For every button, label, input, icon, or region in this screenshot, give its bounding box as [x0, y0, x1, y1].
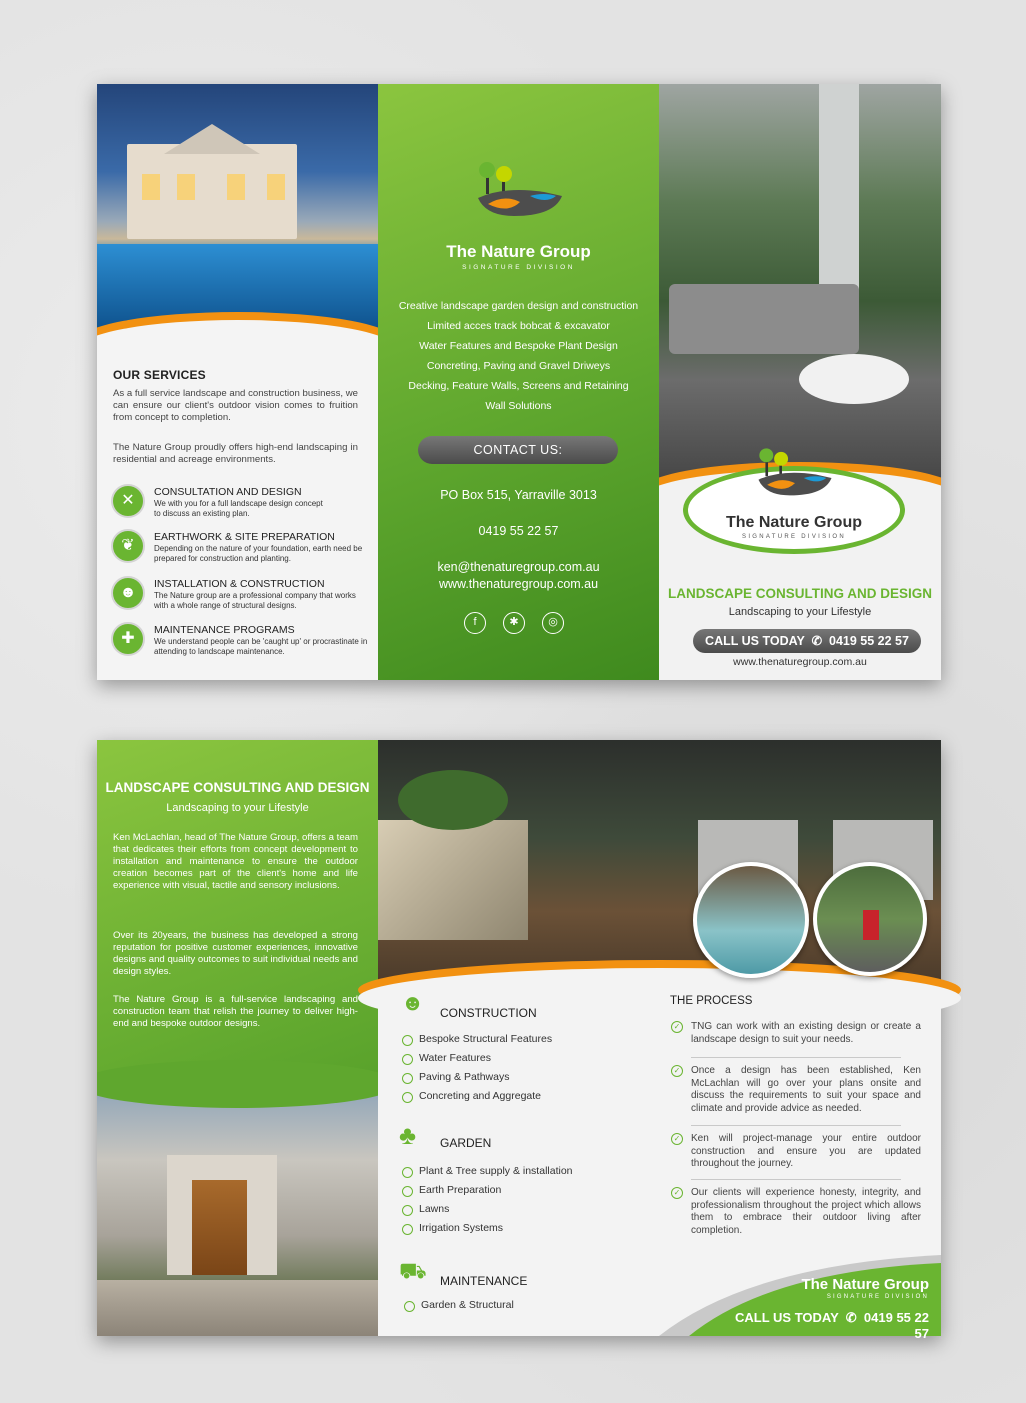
wheelbarrow-icon: ⛟: [399, 1258, 427, 1283]
services-intro: As a full service landscape and construction business, we can ensure our client's outdoor vision comes to fruition from concept to completion.: [113, 388, 358, 423]
cover-logo-icon: [755, 444, 835, 498]
process-step-4: ✓ Our clients will experience honesty, integrity, and professionalism throughout the project which allows them to embrace their outdoor living after completion.: [671, 1187, 921, 1237]
seedling-icon: ❦: [111, 529, 145, 563]
garden-circle-photo: [813, 862, 927, 976]
patio-photo: [659, 84, 941, 479]
contact-website[interactable]: www.thenaturegroup.com.au: [438, 577, 599, 591]
footer-brand-division: SIGNATURE DIVISION: [826, 1294, 929, 1300]
about-panel: [97, 740, 378, 1336]
about-p2: Over its 20years, the business has developed a strong reputation for positive customer experiences, innovative designs and quality outcomes to suit individual needs and design styles.: [113, 930, 358, 977]
entrance-photo: [97, 1085, 378, 1336]
categories-column: ☻ CONSTRUCTION Bespoke Structural Features Water Features Paving & Pathways Concreting and Aggregate ♣ GARDEN Plant & Tree supply & installation Earth Preparation Lawns Irrigation Systems ⛟ MAINTENANCE Garden & Structural: [399, 990, 639, 1315]
call-us-button[interactable]: CALL US TODAY ✆ 0419 55 22 57: [693, 629, 921, 653]
cover-tagline-sub: Landscaping to your Lifestyle: [728, 606, 872, 618]
tools-icon: ✕: [111, 484, 145, 518]
contact-us-button[interactable]: CONTACT US:: [418, 436, 618, 464]
wrench-icon: ✚: [111, 622, 145, 656]
cover-brand-division: SIGNATURE DIVISION: [742, 534, 846, 540]
tree-icon: ♣: [399, 1120, 417, 1150]
process-step-2: ✓ Once a design has been established, Ken McLachlan will go over your plans onsite and discuss the requirements to suit your space and climate and provide advice as needed.: [671, 1065, 921, 1115]
pool-circle-photo: [693, 862, 809, 978]
features-list: Creative landscape garden design and construction Limited acces track bobcat & excavator Water Features and Bespoke Plant Design Concreting, Paving and Gravel Driweys Decking, Feature Walls, Screens and Retaining Wall Solutions: [398, 300, 639, 412]
brochure-inside: [97, 740, 941, 1341]
process-step-3: ✓ Ken will project-manage your entire outdoor construction and ensure you are updated throughout the journey.: [671, 1133, 921, 1171]
facebook-icon[interactable]: f: [464, 612, 486, 634]
footer-call[interactable]: CALL US TODAY ✆ 0419 55 22 57: [735, 1310, 929, 1341]
brochure-front: [97, 84, 941, 680]
maintenance-title: MAINTENANCE: [440, 1274, 528, 1288]
cover-brand-name: The Nature Group: [725, 514, 862, 531]
contact-phone[interactable]: 0419 55 22 57: [478, 524, 559, 538]
services-panel: [97, 84, 378, 680]
check-icon: ✓: [671, 1021, 683, 1033]
garden-title: GARDEN: [440, 1136, 492, 1150]
check-icon: ✓: [671, 1065, 683, 1077]
contact-email[interactable]: ken@thenaturegroup.com.au: [437, 560, 600, 574]
check-icon: ✓: [671, 1187, 683, 1199]
phone-icon: ✆: [808, 634, 826, 648]
service-consultation: ✕ CONSULTATION AND DESIGN We with you for a full landscape design concept to discuss an existing plan.: [111, 484, 371, 526]
brand-name: The Nature Group: [446, 242, 591, 261]
po-box: PO Box 515, Yarraville 3013: [440, 488, 597, 502]
cover-tagline-title: LANDSCAPE CONSULTING AND DESIGN: [667, 586, 932, 601]
logo-mark-icon: [474, 158, 566, 218]
about-title: LANDSCAPE CONSULTING AND DESIGN: [105, 780, 370, 795]
about-p1: Ken McLachlan, head of The Nature Group, offers a team that dedicates their efforts from concept development to installation and maintenance to ensure the outdoor creation becomes part of the client's home and life experience with visual, tactile and sensory inclusions.: [113, 832, 358, 891]
services-intro-2: The Nature Group proudly offers high-end landscaping in residential and acreage environments.: [113, 442, 358, 465]
instagram-icon[interactable]: ◎: [542, 612, 564, 634]
pool-house-photo: [97, 84, 378, 334]
service-installation: ☻ INSTALLATION & CONSTRUCTION The Nature group are a professional company that works with a whole range of structural designs.: [111, 576, 371, 618]
cover-panel: [659, 84, 941, 680]
construction-title: CONSTRUCTION: [440, 1006, 537, 1020]
service-maintenance: ✚ MAINTENANCE PROGRAMS We understand people can be 'caught up' or procrastinate in attending to landscape maintenance.: [111, 622, 371, 664]
brand-division: SIGNATURE DIVISION: [462, 264, 575, 271]
about-p3: The Nature Group is a full-service landscaping and construction team that relish the journey to deliver high-end and bespoke outdoor designs.: [113, 994, 358, 1029]
process-step-1: ✓ TNG can work with an existing design or create a landscape design to suit your needs.: [671, 1021, 921, 1046]
yelp-icon[interactable]: ✱: [503, 612, 525, 634]
about-sub: Landscaping to your Lifestyle: [166, 802, 309, 814]
service-earthwork: ❦ EARTHWORK & SITE PREPARATION Depending on the nature of your foundation, earth need be prepared for construction and planting.: [111, 529, 371, 571]
process-heading: THE PROCESS: [670, 995, 753, 1007]
contact-panel: [378, 84, 659, 680]
worker-icon: ☻: [111, 576, 145, 610]
construction-worker-icon: ☻: [401, 990, 425, 1015]
cover-website[interactable]: www.thenaturegroup.com.au: [733, 656, 867, 668]
phone-icon: ✆: [842, 1310, 861, 1325]
services-heading: OUR SERVICES: [113, 368, 206, 382]
check-icon: ✓: [671, 1133, 683, 1145]
footer-brand-name: The Nature Group: [801, 1276, 929, 1293]
